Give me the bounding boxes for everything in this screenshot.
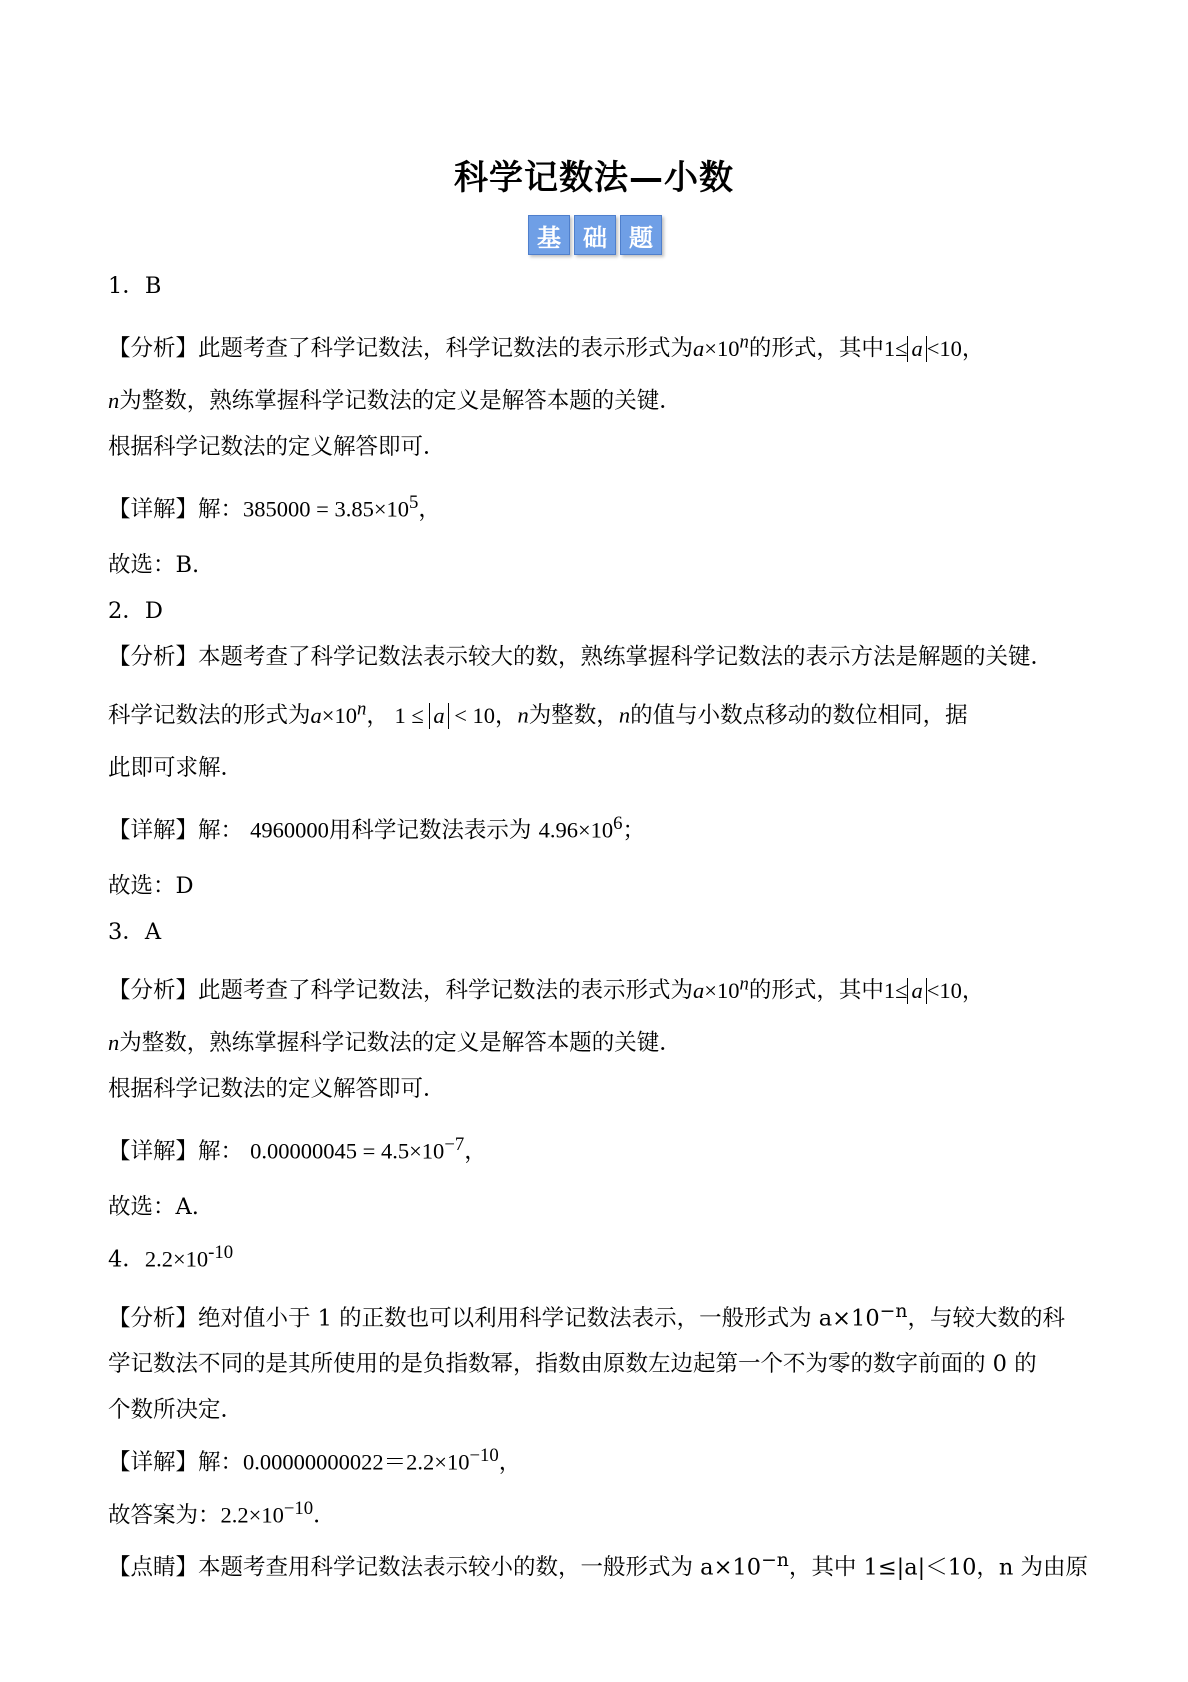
q1-analysis-text-2: 的形式，其中 bbox=[748, 335, 884, 362]
q3-detail-expr: 0.00000045 = 4.5×10 bbox=[250, 1138, 445, 1163]
q1-detail-expr: 385000 = 3.85×10 bbox=[243, 496, 410, 521]
q3-formula: $a\times 10^n$ bbox=[693, 973, 749, 1003]
q3-analysis-line2: n为整数，熟练掌握科学记数法的定义是解答本题的关键． bbox=[108, 1029, 682, 1056]
q1-analysis-line3: 根据科学记数法的定义解答即可． bbox=[108, 433, 446, 460]
q4-analysis-line2: 学记数法不同的是其所使用的是负指数幂，指数由原数左边起第一个不为零的数字前面的 0 的 bbox=[108, 1351, 1037, 1377]
q1-formula: $a\times 10^n$ bbox=[693, 331, 749, 361]
q4-final-answer: 故答案为：$2.2\times 10^{-10}$． bbox=[108, 1497, 336, 1528]
q1-range: 1≤ a <10， bbox=[883, 335, 985, 361]
q3-answer: 3．A bbox=[108, 919, 162, 945]
q3-choice: 故选：A. bbox=[108, 1194, 199, 1220]
q3-range: 1≤ a <10， bbox=[883, 977, 985, 1003]
q2-analysis-line2: 科学记数法的形式为$a\times 10^n$， 1 ≤ a < 10，n为整数，n的值与小数点移动的数位相同，据 bbox=[108, 698, 968, 729]
q4-detail: 【详解】解：$0.00000000022=2.2\times 10^{-10}$， bbox=[108, 1445, 522, 1476]
q2-detail-expr: 4.96×10 bbox=[538, 817, 614, 842]
badge-char-2: 础 bbox=[574, 215, 616, 255]
q3-analysis-line1: 【分析】此题考查了科学记数法，科学记数法的表示形式为$a\times 10^n$的形式，其中1≤ a <10， bbox=[108, 973, 985, 1004]
q2-formula: $a\times 10^n$， bbox=[310, 698, 389, 728]
q1-answer: 1．B bbox=[108, 273, 162, 299]
q2-choice: 故选：D bbox=[108, 873, 194, 899]
q4-detail-expr: 0.00000000022＝2.2×10 bbox=[243, 1449, 470, 1475]
q4-comment: 【点睛】本题考查用科学记数法表示较小的数，一般形式为 $a\times 10^{-n}$，其中 1≤|a|＜10，n 为由原 bbox=[108, 1550, 1089, 1581]
q3-analysis-line3: 根据科学记数法的定义解答即可． bbox=[108, 1075, 446, 1102]
page-title: 科学记数法—小数 bbox=[454, 158, 734, 198]
badge-char-1: 基 bbox=[528, 215, 570, 255]
q1-choice: 故选：B. bbox=[108, 552, 200, 578]
q4-analysis-line3: 个数所决定． bbox=[108, 1397, 244, 1423]
q2-analysis-line3: 此即可求解． bbox=[108, 754, 244, 781]
q1-analysis-line1 bbox=[108, 326, 1083, 365]
badge-char-3: 题 bbox=[620, 215, 662, 255]
q2-detail: 【详解】解： 4960000用科学记数法表示为 $4.96\times 10^6$； bbox=[108, 812, 646, 843]
q2-answer: 2．D bbox=[108, 598, 163, 624]
q2-analysis-line1: 【分析】本题考查了科学记数法表示较大的数，熟练掌握科学记数法的表示方法是解题的关键． bbox=[108, 644, 1054, 670]
q1-analysis-line2: n为整数，熟练掌握科学记数法的定义是解答本题的关键． bbox=[108, 387, 682, 414]
q1-detail: 【详解】解：$385000 = 3.85\times 10^5$， bbox=[108, 491, 441, 522]
answer-content bbox=[108, 270, 1089, 1584]
q4-answer: 4．$2.2\times 10^{-10}$ bbox=[108, 1242, 234, 1273]
section-badge bbox=[528, 215, 662, 255]
q3-detail: 【详解】解： $0.00000045 = 4.5\times 10^{-7}$， bbox=[108, 1133, 487, 1164]
q4-analysis-line1: 【分析】绝对值小于 1 的正数也可以利用科学记数法表示，一般形式为 $a\times 10^{-n}$，与较大数的科 bbox=[108, 1300, 1065, 1331]
q2-range: 1 ≤ a < 10， bbox=[394, 702, 518, 728]
q1-analysis-text: 【分析】此题考查了科学记数法，科学记数法的表示形式为 bbox=[108, 335, 694, 362]
